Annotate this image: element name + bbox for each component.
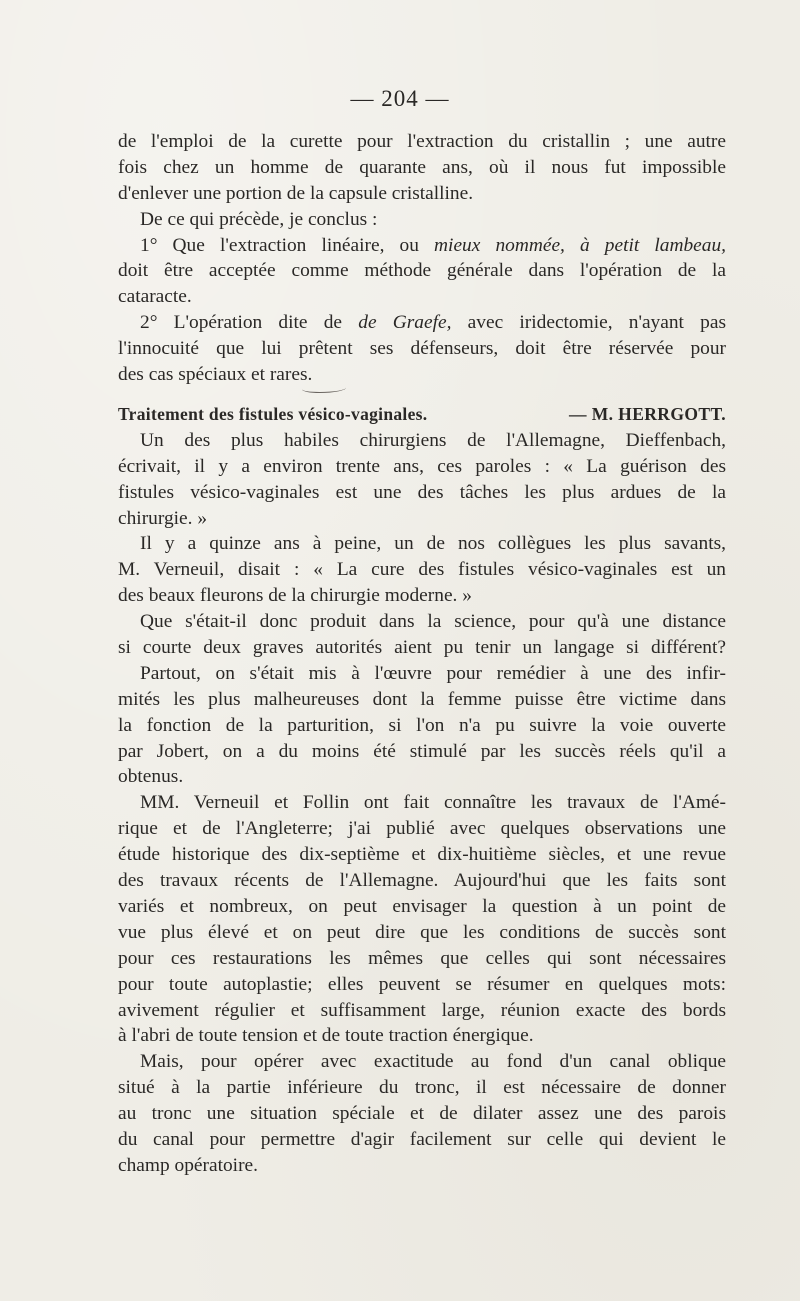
text-line: fistules vésico-vaginales est une des tâches les plus ardues de la: [118, 481, 726, 503]
text-line: Mais, pour opérer avec exactitude au fond d'un canal oblique: [140, 1051, 726, 1073]
conclusion-intro: De ce qui précède, je conclus :: [140, 208, 378, 230]
text-run: 1° Que l'extraction linéaire, ou: [140, 234, 435, 256]
text-line: variés et nombreux, on peut envisager la question à un point de: [118, 895, 726, 917]
text-line: si courte deux graves autorités aient pu tenir un langage si différent?: [118, 637, 726, 659]
text-line: de l'emploi de la curette pour l'extraction du cristallin ; une autre: [118, 131, 726, 152]
heading-separator: —: [569, 403, 587, 424]
text-line: situé à la partie inférieure du tronc, il est nécessaire de donner: [118, 1077, 726, 1099]
text-line: d'enlever une portion de la capsule cristalline.: [118, 182, 474, 204]
text-line: Un des plus habiles chirurgiens de l'Allemagne, Dieffenbach,: [140, 429, 726, 451]
text-line: des travaux récents de l'Allemagne. Aujourd'hui que les faits sont: [118, 870, 726, 892]
text-line: MM. Verneuil et Follin ont fait connaître les travaux de l'Amé-: [140, 792, 726, 814]
text-line: la fonction de la parturition, si l'on n'a pu suivre la voie ouverte: [118, 714, 726, 736]
text-line: mités les plus malheureuses dont la femme puisse être victime dans: [118, 688, 726, 710]
italic-run: de Graefe,: [358, 312, 452, 334]
text-line: par Jobert, on a du moins été stimulé par les succès réels qu'il a: [118, 740, 726, 762]
section-heading: [118, 402, 726, 428]
italic-run: mieux nommée, à petit lambeau,: [434, 234, 726, 256]
conclusion-point-1: [118, 233, 726, 259]
section-author: [569, 402, 726, 428]
text-line: pour toute autoplastie; elles peuvent se résumer en quelques mots:: [118, 973, 726, 995]
section-title: Traitement des fistules vésico-vaginales.: [118, 403, 428, 424]
text-line: pour ces restaurations les mêmes que celles qui sont nécessaires: [118, 947, 726, 969]
text-line: au tronc une situation spéciale et de dilater assez une des parois: [118, 1103, 726, 1125]
conclusion-point-2: [118, 310, 726, 336]
text-line: obtenus.: [118, 766, 184, 788]
text-line: fois chez un homme de quarante ans, où il nous fut impossible: [118, 156, 726, 178]
text-run: avec iridectomie, n'ayant pas: [451, 312, 727, 334]
text-line: doit être acceptée comme méthode générale dans l'opération de la: [118, 260, 726, 282]
text-line: des cas spéciaux et rares.: [118, 364, 313, 386]
text-line: chirurgie. »: [118, 507, 208, 529]
text-line: rique et de l'Angleterre; j'ai publié avec quelques observations une: [118, 818, 726, 840]
text-line: Partout, on s'était mis à l'œuvre pour remédier à une des infir-: [140, 662, 726, 684]
text-line: Il y a quinze ans à peine, un de nos collègues les plus savants,: [140, 533, 726, 555]
text-line: à l'abri de toute tension et de toute traction énergique.: [118, 1025, 534, 1047]
text-line: écrivait, il y a environ trente ans, ces paroles : « La guérison des: [118, 455, 726, 477]
text-line: cataracte.: [118, 286, 192, 308]
text-line: avivement régulier et suffisamment large, réunion exacte des bords: [118, 999, 726, 1021]
text-line: l'innocuité que lui prêtent ses défenseurs, doit être réservée pour: [118, 338, 726, 360]
section-divider: [118, 388, 726, 402]
page-number: — 204 —: [350, 86, 450, 111]
text-run: 2° L'opération dite de: [140, 312, 359, 334]
text-line: étude historique des dix-septième et dix-huitième siècles, et une revue: [118, 844, 726, 866]
text-line: champ opératoire.: [118, 1154, 258, 1176]
divider-flourish: [302, 384, 346, 393]
text-line: des beaux fleurons de la chirurgie moderne. »: [118, 585, 472, 607]
page-body: [118, 129, 726, 1179]
text-line: M. Verneuil, disait : « La cure des fistules vésico-vaginales est un: [118, 559, 726, 581]
text-line: vue plus élevé et on peut dire que les conditions de succès sont: [118, 921, 726, 943]
text-line: du canal pour permettre d'agir facilement sur celle qui devient le: [118, 1128, 726, 1150]
text-line: Que s'était-il donc produit dans la science, pour qu'à une distance: [140, 611, 726, 633]
author-name: M. HERRGOTT.: [591, 403, 726, 424]
